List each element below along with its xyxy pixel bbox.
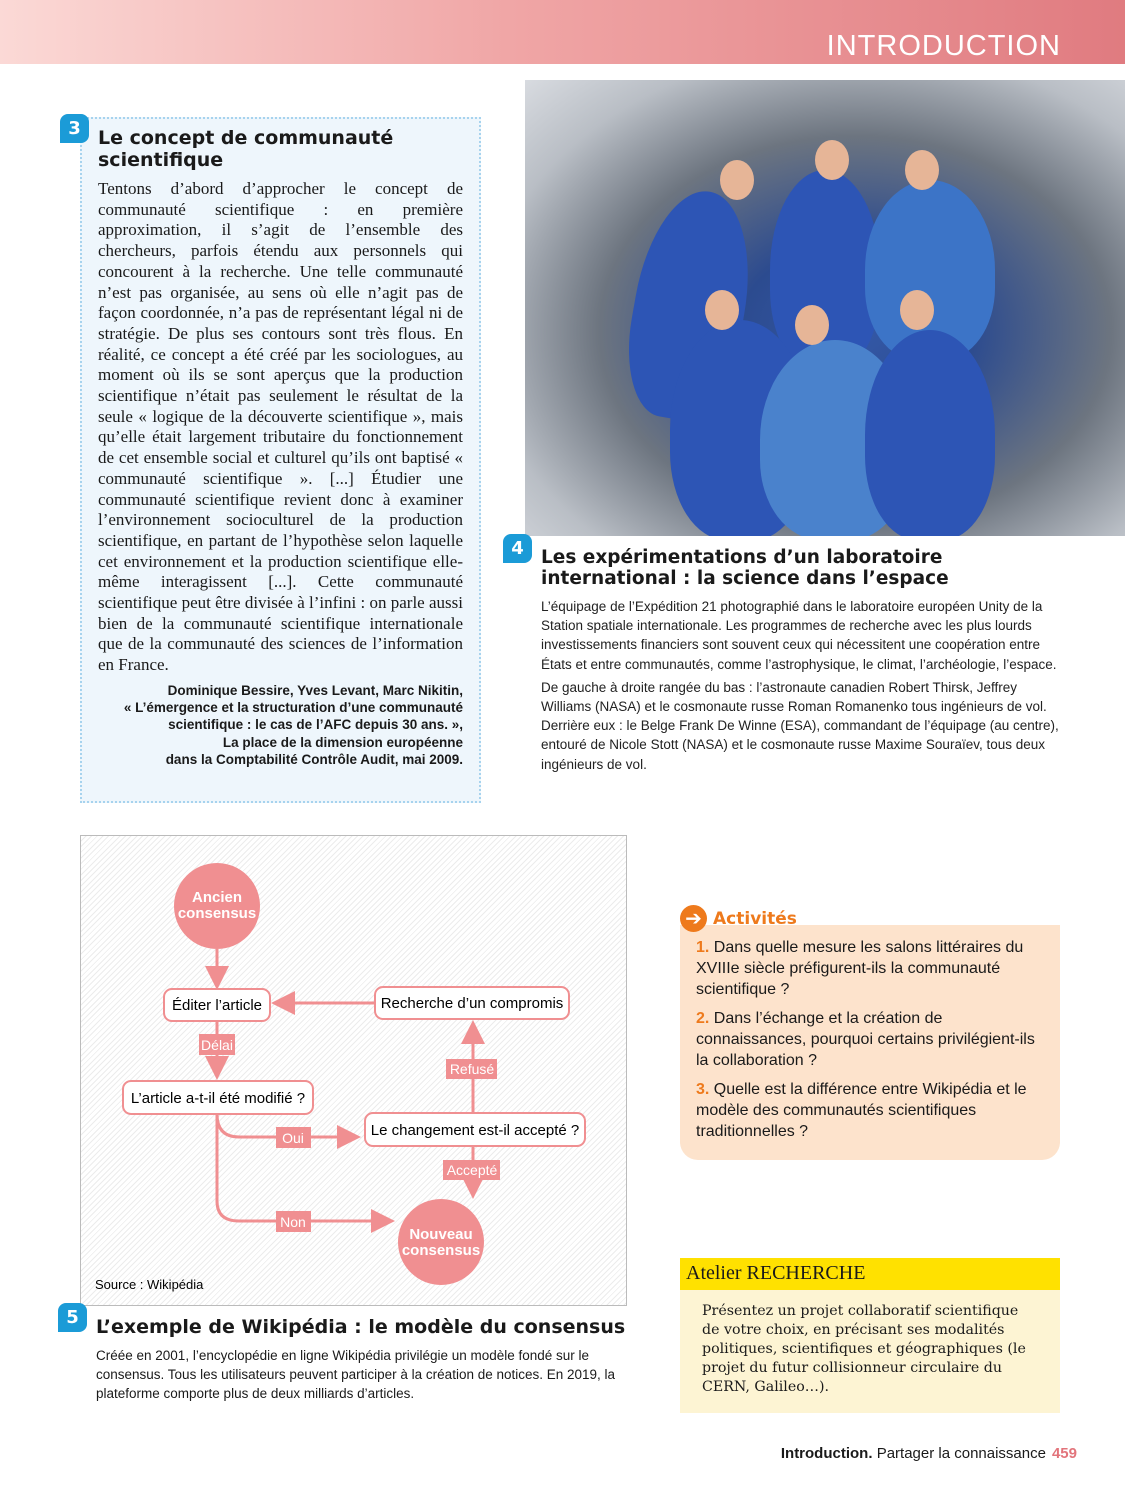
activities-box <box>680 925 1060 1160</box>
svg-text:Accepté: Accepté <box>446 1162 498 1178</box>
activity-text: Quelle est la différence entre Wikipédia et le modèle des communautés scientifiques traditionnelles ? <box>696 1081 1027 1140</box>
activities-header <box>680 905 797 932</box>
svg-text:Refusé: Refusé <box>449 1061 495 1077</box>
changement-accepte-node <box>365 1113 585 1146</box>
svg-text:consensus: consensus <box>401 1242 481 1259</box>
document-4-crew-description: De gauche à droite rangée du bas : l’astronaute canadien Robert Thirsk, Jeffrey Williams (NASA) et le cosmonaute russe Roman Romanenko tous ingénieurs de vol. Derrière eux : le Belge Frank De Winne (ESA), commandant de l’équipage (au centre), entouré de Nicole Stott (NASA) et le cosmonaute russe Maxime Souraïev, tous deux ingénieurs de vol. <box>541 679 1059 772</box>
svg-text:Délai: Délai <box>201 1037 233 1053</box>
citation-line: scientifique : le cas de l’AFC depuis 30 ans. », <box>168 717 463 733</box>
citation-line: « L’émergence et la structuration d’une communauté <box>123 700 463 716</box>
citation-line: dans la Comptabilité Contrôle Audit, mai 2009. <box>165 752 463 768</box>
citation-line: La place de la dimension européenne <box>222 734 463 750</box>
document-4-badge: 4 <box>503 534 532 563</box>
wikipedia-consensus-flowchart <box>80 835 627 1306</box>
svg-text:L’article a-t-il été modifié ?: L’article a-t-il été modifié ? <box>130 1090 306 1107</box>
iss-crew-photo <box>525 80 1125 536</box>
recherche-compromis-node <box>375 987 569 1019</box>
document-3-text: Tentons d’abord d’approcher le concept de communauté scientifique : en première approximation, il s’agit de l’ensemble des chercheurs, parfois étendu aux personnels qui concourent à la recherche. Une telle communauté n’est pas organisée, au sens où elle n’agit pas de façon coordonnée, n’a pas de représentant légal ni de stratégie. De plus ses contours sont très flous. En réalité, ce concept a été créé par les sociologues, au moment où ils se sont aperçus que la production scientifique n’était pas seulement le résultat de la seule « logique de la découverte scientifique », mais qu’elle était largement tributaire du fonctionnement de cet ensemble social et culturel qu’ils ont baptisé « communauté scientifique ». [...] Étudier une communauté scientifique revient donc à examiner l’environnement socioculturel de la production scientifique, en partant de l’hypothèse selon laquelle cet environnement et la production scientifique elle-même interagissent [...]. Cette communauté scientifique peut être divisée à l’infini : on parle aussi bien de la communauté scientifique internationale que de la communauté des sciences de l’information en France. <box>98 179 463 675</box>
svg-text:Recherche d’un compromis: Recherche d’un compromis <box>380 995 564 1012</box>
footer-section: Introduction. <box>780 1445 873 1462</box>
svg-text:Ancien: Ancien <box>191 889 243 906</box>
activities-title: Activités <box>713 908 797 929</box>
activity-text: Dans l’échange et la création de connaissances, pourquoi certains privilégient-ils la collaboration ? <box>696 1010 1035 1069</box>
svg-text:Le changement est-il accepté ?: Le changement est-il accepté ? <box>370 1122 580 1139</box>
arrow-right-icon: ➔ <box>680 905 707 932</box>
delai-label <box>199 1034 235 1055</box>
document-4-title: Les expérimentations d’un laboratoire international : la science dans l’espace <box>541 547 949 589</box>
diagram-source: Source : Wikipédia <box>95 1277 204 1292</box>
article-modifie-node <box>123 1081 313 1114</box>
activity-text: Dans quelle mesure les salons littéraires du XVIIIe siècle préfigurent-ils la communauté scientifique ? <box>696 939 1024 998</box>
section-title: INTRODUCTION <box>826 30 1061 62</box>
activity-item <box>696 1079 1044 1142</box>
document-3-citation <box>98 682 463 768</box>
header-band <box>0 0 1125 64</box>
page-number: 459 <box>1051 1445 1077 1462</box>
ancien-consensus-node <box>174 863 260 949</box>
document-4-caption: L’équipage de l’Expédition 21 photographié dans le laboratoire européen Unity de la Station spatiale internationale. Les programmes de recherche avec les plus lourds investissements financiers sont souvent ceux qui nécessitent une coopération entre États et entre communautés, comme l’astrophysique, le climat, l’archéologie, l’espace. <box>541 599 1057 672</box>
activity-item <box>696 937 1044 1000</box>
document-3-badge: 3 <box>60 114 89 143</box>
non-label <box>276 1211 311 1232</box>
svg-text:consensus: consensus <box>177 905 257 922</box>
atelier-recherche-title: Atelier RECHERCHE <box>680 1258 1060 1290</box>
activity-number: 1. <box>696 939 710 956</box>
document-5-section <box>96 1316 626 1403</box>
svg-text:Éditer l’article: Éditer l’article <box>171 997 263 1014</box>
atelier-recherche-text: Présentez un projet collaboratif scientifique de votre choix, en précisant ses modalités politiques, scientifiques et géographiques (le projet du futur collisionneur circulaire du CERN, Galileo…). <box>680 1290 1060 1413</box>
activity-number: 3. <box>696 1081 710 1098</box>
refuse-label <box>446 1059 497 1079</box>
footer-subtitle: Partager la connaissance <box>876 1445 1046 1462</box>
svg-text:Oui: Oui <box>282 1130 304 1146</box>
document-4-section <box>541 547 1061 774</box>
accepte-label <box>443 1160 500 1180</box>
citation-line: Dominique Bessire, Yves Levant, Marc Nikitin, <box>167 682 463 698</box>
document-5-title: L’exemple de Wikipédia : le modèle du consensus <box>96 1316 626 1338</box>
svg-text:Nouveau: Nouveau <box>409 1226 473 1243</box>
document-3-box <box>80 117 481 803</box>
oui-label <box>276 1127 311 1148</box>
activity-number: 2. <box>696 1010 710 1027</box>
document-3-title: Le concept de communauté scientifique <box>98 127 394 171</box>
svg-text:Non: Non <box>280 1214 306 1230</box>
editer-article-node <box>164 989 270 1021</box>
nouveau-consensus-node <box>398 1199 484 1285</box>
document-5-badge: 5 <box>58 1303 87 1332</box>
page-footer <box>781 1445 1077 1462</box>
activity-item <box>696 1008 1044 1071</box>
document-5-text: Créée en 2001, l’encyclopédie en ligne Wikipédia privilégie un modèle fondé sur le consensus. Tous les utilisateurs peuvent participer à la création de notices. En 2019, la plateforme comporte plus de deux milliards d’articles. <box>96 1348 616 1401</box>
